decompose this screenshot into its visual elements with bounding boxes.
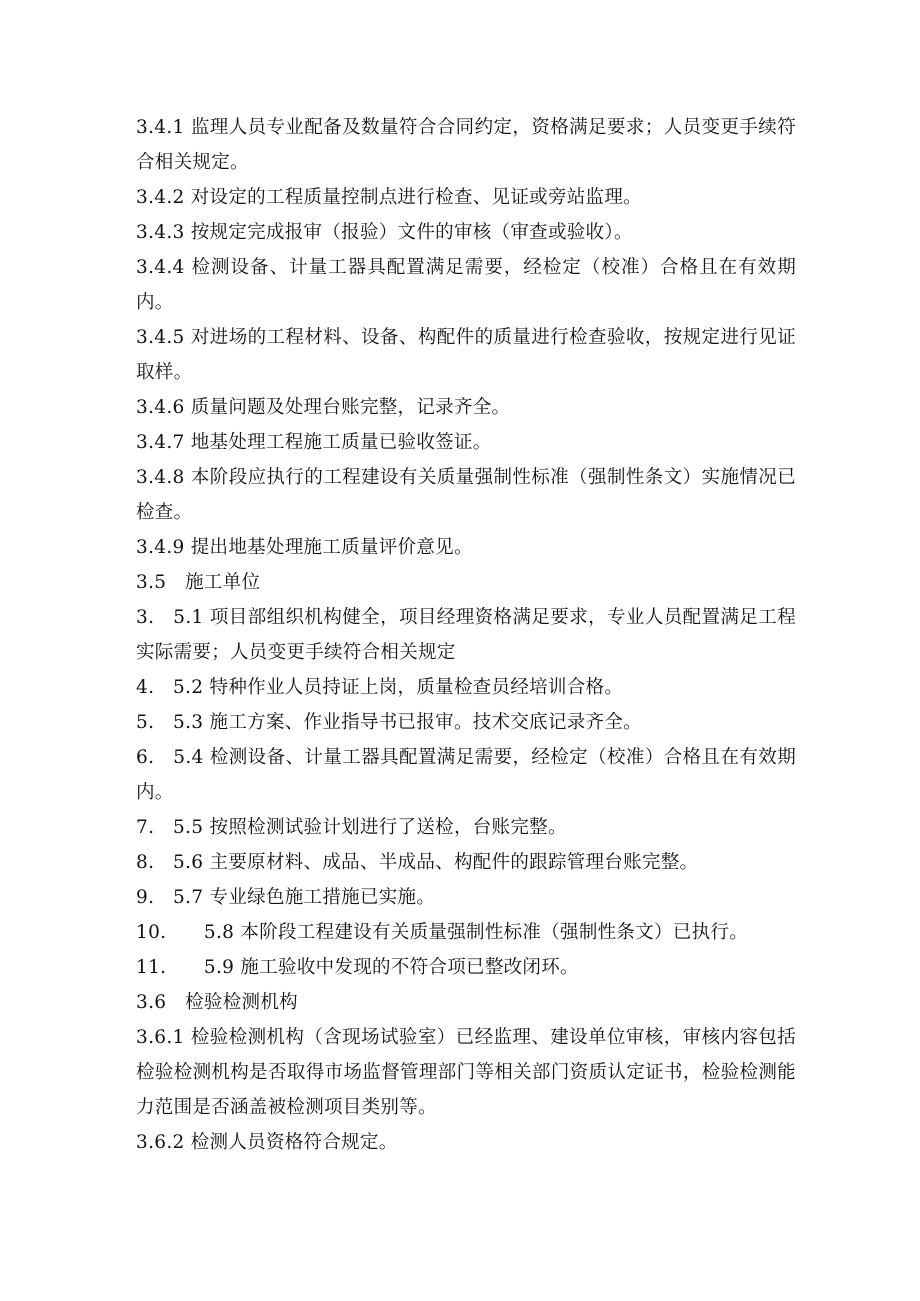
list-item-5-9: 11. 5.9 施工验收中发现的不符合项已整改闭环。: [136, 957, 579, 978]
list-item-5-5: 7. 5.5 按照检测试验计划进行了送检，台账完整。: [136, 817, 567, 838]
list-item-5-6: 8. 5.6 主要原材料、成品、半成品、构配件的跟踪管理台账完整。: [136, 852, 699, 873]
list-item-5-4: 6. 5.4 检测设备、计量工器具配置满足需要，经检定（校准）合格且在有效期内。: [136, 747, 796, 803]
paragraph-3-4-3: 3.4.3 按规定完成报审（报验）文件的审核（审查或验收）。: [136, 222, 633, 243]
paragraph-3-4-6: 3.4.6 质量问题及处理台账完整，记录齐全。: [136, 397, 511, 418]
paragraph-3-4-1: 3.4.1 监理人员专业配备及数量符合合同约定，资格满足要求；人员变更手续符合相关规定。: [136, 117, 796, 173]
list-item-5-2: 4. 5.2 特种作业人员持证上岗，质量检查员经培训合格。: [136, 677, 624, 698]
list-item-5-8: 10. 5.8 本阶段工程建设有关质量强制性标准（强制性条文）已执行。: [136, 922, 749, 943]
document-body: [136, 110, 796, 1160]
section-heading-3-5: 3.5 施工单位: [136, 572, 261, 593]
paragraph-3-4-7: 3.4.7 地基处理工程施工质量已验收签证。: [136, 432, 492, 453]
list-item-5-7: 9. 5.7 专业绿色施工措施已实施。: [136, 887, 436, 908]
paragraph-3-6-1: 3.6.1 检验检测机构（含现场试验室）已经监理、建设单位审核，审核内容包括检验检测机构是否取得市场监督管理部门等相关部门资质认定证书，检验检测能力范围是否涵盖被检测项目类别等。: [136, 1027, 796, 1118]
paragraph-3-4-5: 3.4.5 对进场的工程材料、设备、构配件的质量进行检查验收，按规定进行见证取样。: [136, 327, 796, 383]
list-item-5-3: 5. 5.3 施工方案、作业指导书已报审。技术交底记录齐全。: [136, 712, 642, 733]
paragraph-3-4-4: 3.4.4 检测设备、计量工器具配置满足需要，经检定（校准）合格且在有效期内。: [136, 257, 796, 313]
paragraph-3-4-2: 3.4.2 对设定的工程质量控制点进行检查、见证或旁站监理。: [136, 187, 642, 208]
paragraph-3-6-2: 3.6.2 检测人员资格符合规定。: [136, 1132, 398, 1153]
section-heading-3-6: 3.6 检验检测机构: [136, 992, 298, 1013]
list-item-5-1: 3. 5.1 项目部组织机构健全，项目经理资格满足要求，专业人员配置满足工程实际需要；人员变更手续符合相关规定: [136, 607, 796, 663]
paragraph-3-4-8: 3.4.8 本阶段应执行的工程建设有关质量强制性标准（强制性条文）实施情况已检查。: [136, 467, 796, 523]
paragraph-3-4-9: 3.4.9 提出地基处理施工质量评价意见。: [136, 537, 473, 558]
